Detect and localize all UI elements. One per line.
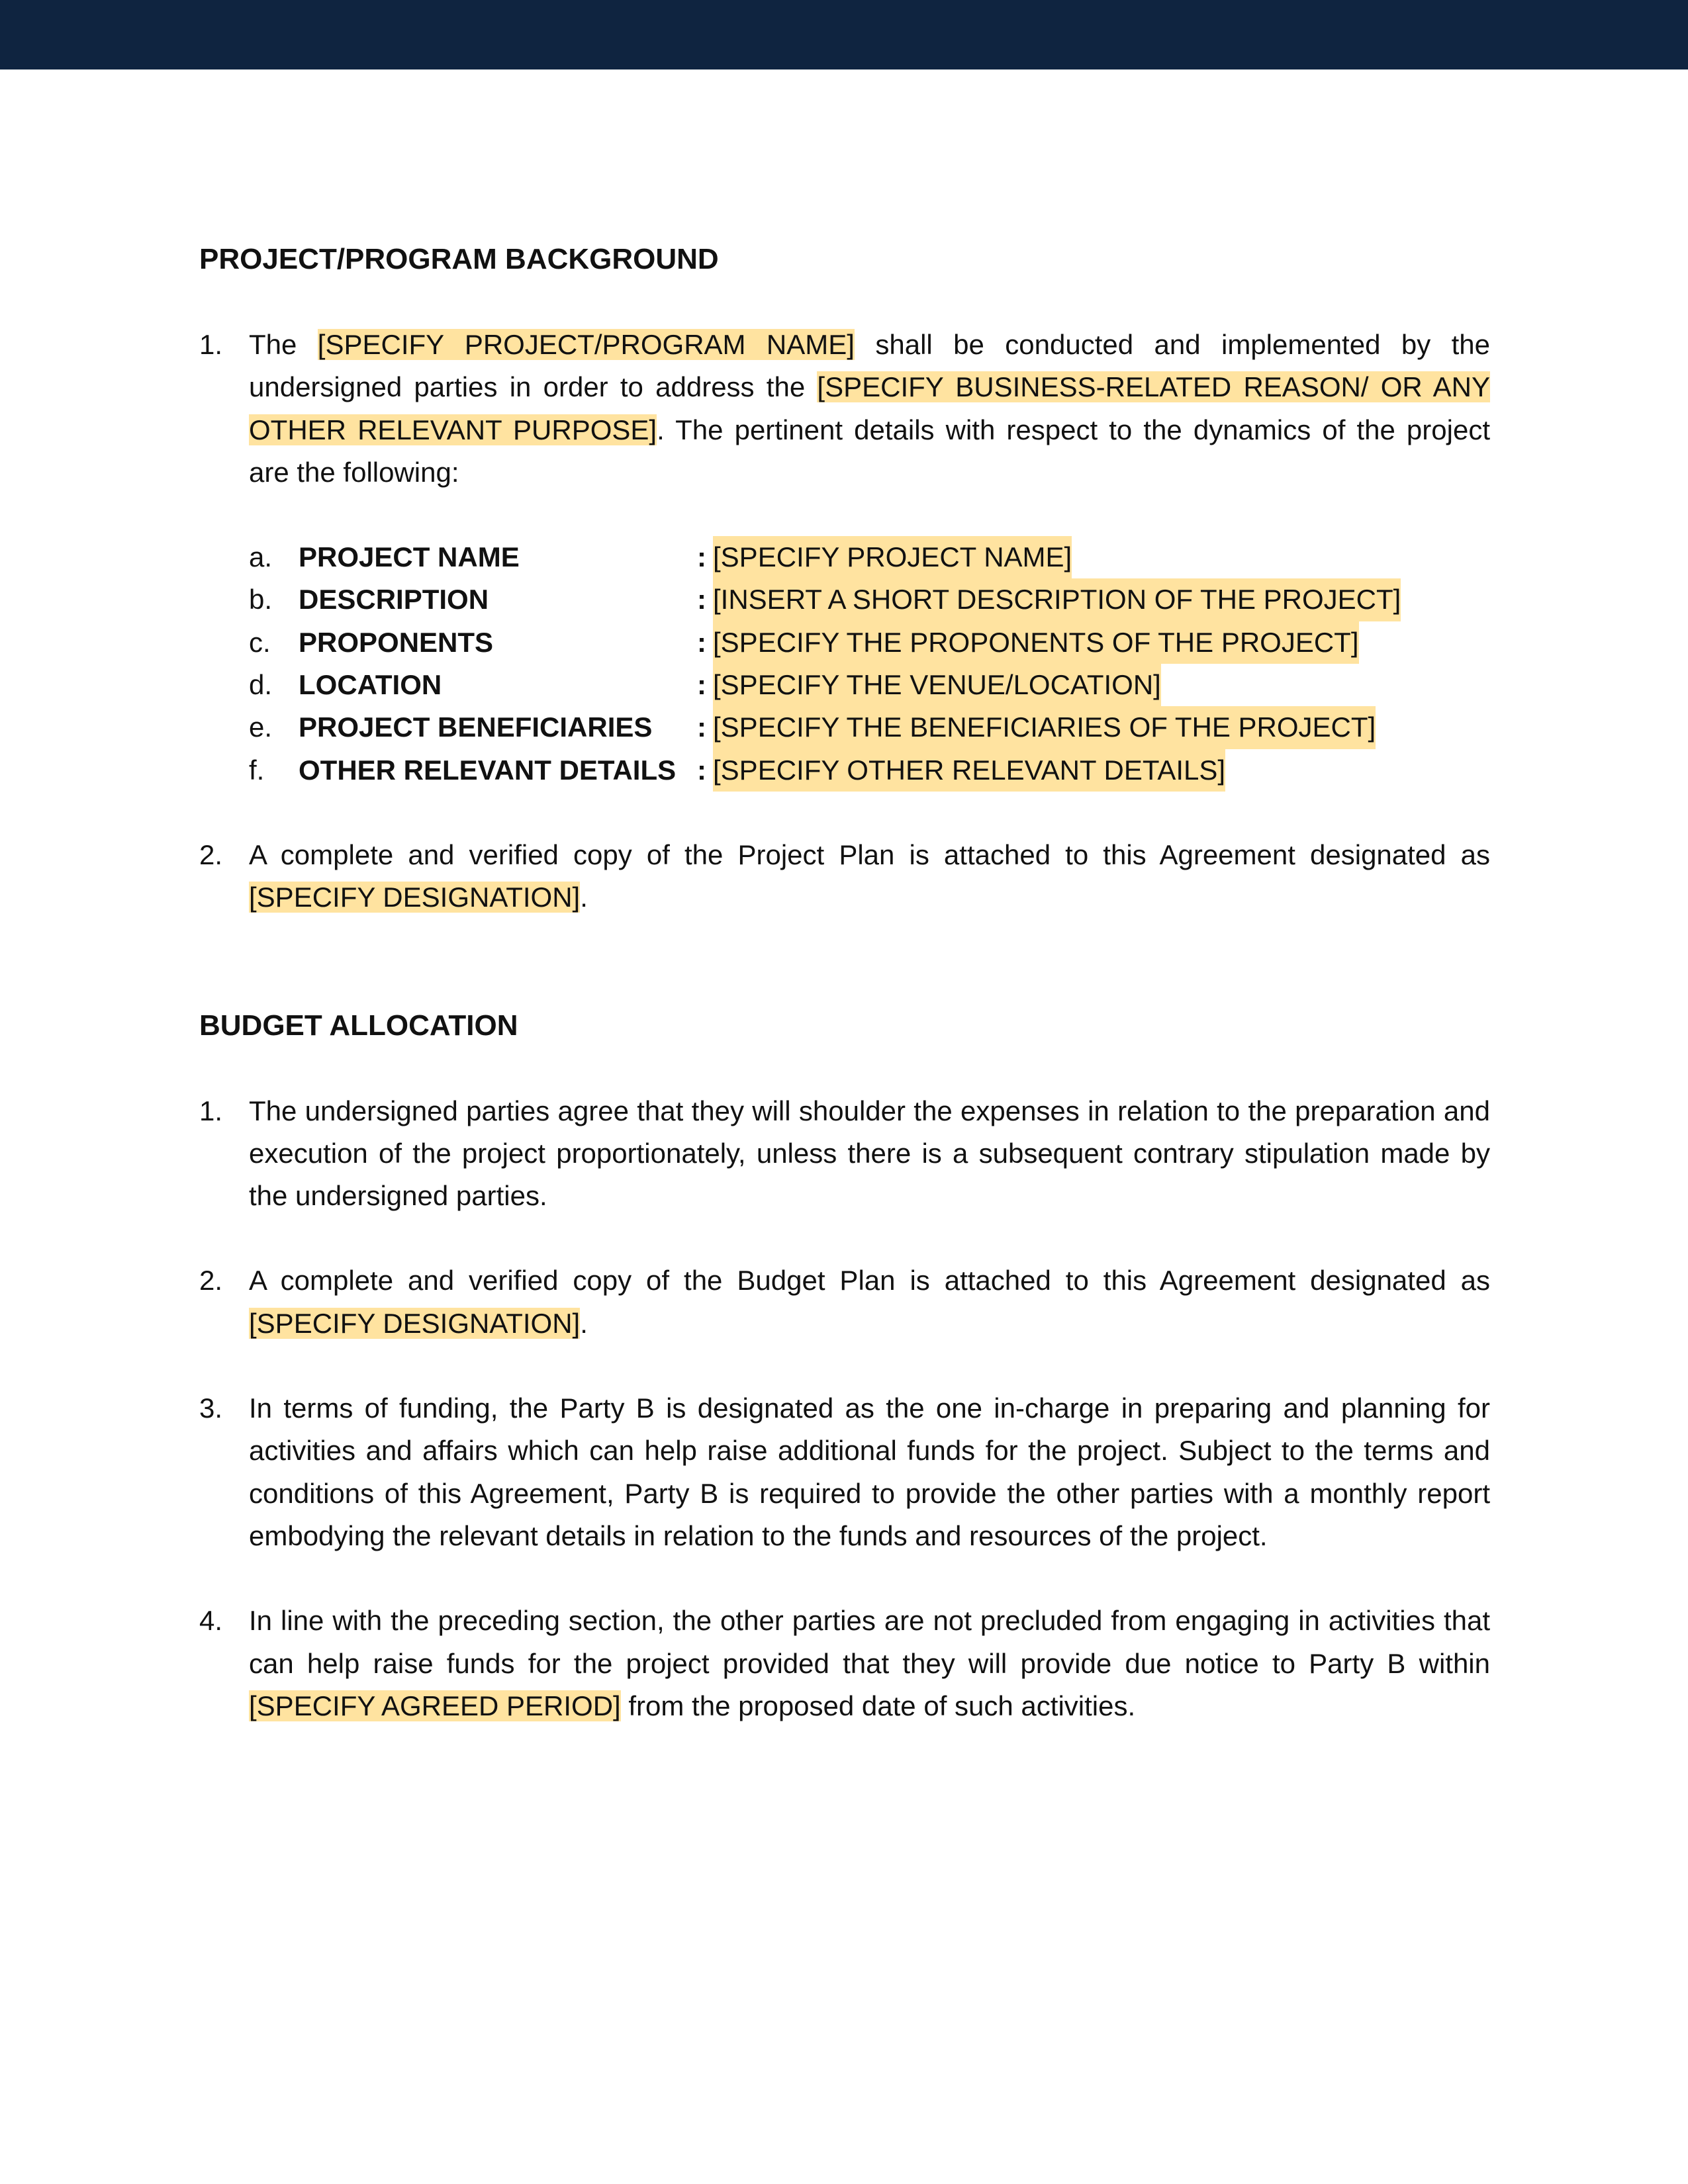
list-number: 1. <box>199 1095 223 1126</box>
budget-paragraph-4 <box>199 1600 1490 1727</box>
project-details-list <box>249 536 1490 792</box>
detail-letter: c. <box>249 626 271 658</box>
section-heading-budget: BUDGET ALLOCATION <box>199 1009 518 1042</box>
detail-label: PROJECT NAME <box>299 541 520 573</box>
detail-value-placeholder: [SPECIFY OTHER RELEVANT DETAILS] <box>713 749 1225 792</box>
detail-label: PROPONENTS <box>299 626 494 658</box>
placeholder-designation: [SPECIFY DESIGNATION] <box>249 882 581 913</box>
list-number: 2. <box>199 839 223 870</box>
budget-paragraph-3 <box>199 1387 1490 1557</box>
detail-label: OTHER RELEVANT DETAILS <box>299 754 677 786</box>
detail-row-proponents <box>249 621 1490 664</box>
list-number: 3. <box>199 1392 223 1424</box>
detail-value-placeholder: [SPECIFY THE VENUE/LOCATION] <box>713 664 1161 706</box>
paragraph-text: . <box>580 1307 588 1339</box>
detail-letter: a. <box>249 541 273 573</box>
detail-label: LOCATION <box>299 669 442 701</box>
background-paragraph-2 <box>199 834 1490 919</box>
detail-letter: b. <box>249 584 273 615</box>
paragraph-text: from the proposed date of such activities. <box>620 1690 1136 1721</box>
detail-colon: : <box>697 541 706 573</box>
detail-colon: : <box>697 711 706 743</box>
placeholder-agreed-period: [SPECIFY AGREED PERIOD] <box>249 1690 621 1721</box>
list-number: 2. <box>199 1265 223 1297</box>
budget-paragraph-2 <box>199 1259 1490 1345</box>
document-body <box>199 238 1490 1727</box>
placeholder-project-program-name: [SPECIFY PROJECT/PROGRAM NAME] <box>317 329 855 360</box>
detail-label: PROJECT BENEFICIARIES <box>299 711 653 743</box>
detail-colon: : <box>697 626 706 658</box>
paragraph-text: In terms of funding, the Party B is designated as the one in-charge in preparing and planning for activities and affairs which can help raise additional funds for the project. Subject to the terms and conditions of this Agreement, Party B is required to provide the other parties with a monthly report embodying the relevant details in relation to the funds and resources of the project. <box>249 1392 1490 1551</box>
detail-label: DESCRIPTION <box>299 584 489 615</box>
placeholder-designation: [SPECIFY DESIGNATION] <box>249 1307 581 1339</box>
detail-value-placeholder: [SPECIFY PROJECT NAME] <box>713 536 1072 578</box>
detail-row-description <box>249 578 1490 621</box>
paragraph-text: The undersigned parties agree that they will shoulder the expenses in relation to the preparation and execution of the project proportionately, unless there is a subsequent contrary stipulation made by the undersigned parties. <box>249 1095 1490 1212</box>
section-heading-background: PROJECT/PROGRAM BACKGROUND <box>199 243 719 275</box>
detail-letter: d. <box>249 669 273 701</box>
detail-letter: f. <box>249 754 265 786</box>
paragraph-text: . The pertinent details with respect to the dynamics of the project are the following: <box>249 414 1490 488</box>
detail-colon: : <box>697 584 706 615</box>
paragraph-text: In line with the preceding section, the other parties are not precluded from engaging in activities that can help raise funds for the project provided that they will provide due notice to Party B within <box>249 1605 1490 1679</box>
detail-row-location <box>249 664 1490 706</box>
detail-value-placeholder: [SPECIFY THE BENEFICIARIES OF THE PROJECT] <box>713 706 1376 749</box>
detail-value-placeholder: [SPECIFY THE PROPONENTS OF THE PROJECT] <box>713 621 1359 664</box>
detail-row-other-details <box>249 749 1490 792</box>
paragraph-text: A complete and verified copy of the Budget Plan is attached to this Agreement designated as <box>249 1265 1490 1297</box>
paragraph-text: A complete and verified copy of the Project Plan is attached to this Agreement designated as <box>249 839 1490 870</box>
header-band <box>0 0 1688 69</box>
detail-row-beneficiaries <box>249 706 1490 749</box>
budget-paragraph-1 <box>199 1090 1490 1218</box>
paragraph-text: shall be conducted and implemented by the undersigned parties in order to address the <box>249 329 1491 403</box>
detail-value-placeholder: [INSERT A SHORT DESCRIPTION OF THE PROJECT] <box>713 578 1401 621</box>
background-paragraph-1 <box>199 324 1490 494</box>
list-number: 1. <box>199 329 223 360</box>
detail-colon: : <box>697 754 706 786</box>
list-number: 4. <box>199 1605 223 1637</box>
detail-letter: e. <box>249 711 273 743</box>
paragraph-text: . <box>580 882 588 913</box>
placeholder-business-reason: [SPECIFY BUSINESS-RELATED REASON/ OR ANY OTHER RELEVANT PURPOSE] <box>249 371 1490 445</box>
paragraph-text: The <box>249 329 318 360</box>
detail-row-project-name <box>249 536 1490 578</box>
detail-colon: : <box>697 669 706 701</box>
